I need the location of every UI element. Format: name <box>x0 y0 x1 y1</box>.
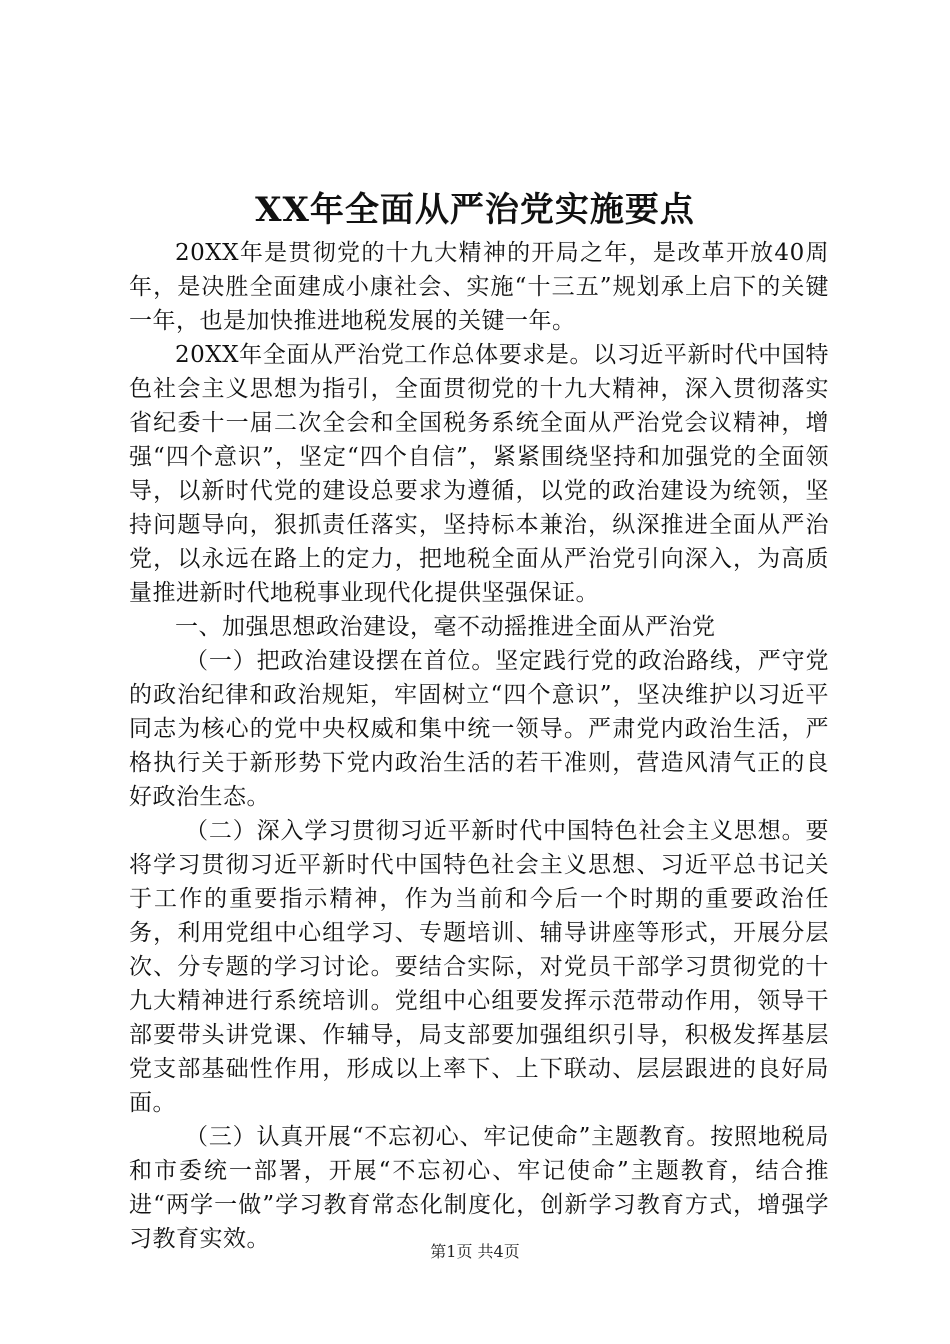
page-number-footer: 第1页 共4页 <box>430 1242 520 1261</box>
document-title: XX年全面从严治党实施要点 <box>255 190 695 230</box>
paragraph-item-2: （二）深入学习贯彻习近平新时代中国特色社会主义思想。要将学习贯彻习近平新时代中国特色社会主义思想、习近平总书记关于工作的重要指示精神，作为当前和今后一个时期的重要政治任务，利用党组中心组学习、专题培训、辅导讲座等形式，开展分层次、分专题的学习讨论。要结合实际，对党员干部学习贯彻党的十九大精神进行系统培训。党组中心组要发挥示范带动作用，领导干部要带头讲党课、作辅导，局支部要加强组织引导，积极发挥基层党支部基础性作用，形成以上率下、上下联动、层层跟进的良好局面。 <box>129 818 829 1116</box>
paragraph-intro: 20XX年是贯彻党的十九大精神的开局之年，是改革开放40周年，是决胜全面建成小康社会、实施“十三五”规划承上启下的关键一年，也是加快推进地税发展的关键一年。 <box>129 240 829 334</box>
section-heading-1: 一、加强思想政治建设，毫不动摇推进全面从严治党 <box>175 614 716 640</box>
paragraph-item-1: （一）把政治建设摆在首位。坚定践行党的政治路线，严守党的政治纪律和政治规矩，牢固树立“四个意识”，坚决维护以习近平同志为核心的党中央权威和集中统一领导。严肃党内政治生活，严格执行关于新形势下党内政治生活的若干准则，营造风清气正的良好政治生态。 <box>129 648 829 810</box>
paragraph-general-requirements: 20XX年全面从严治党工作总体要求是。以习近平新时代中国特色社会主义思想为指引，全面贯彻党的十九大精神，深入贯彻落实省纪委十一届二次全会和全国税务系统全面从严治党会议精神，增强“四个意识”，坚定“四个自信”，紧紧围绕坚持和加强党的全面领导，以新时代党的建设总要求为遵循，以党的政治建设为统领，坚持问题导向，狠抓责任落实，坚持标本兼治，纵深推进全面从严治党，以永远在路上的定力，把地税全面从严治党引向深入，为高质量推进新时代地税事业现代化提供坚强保证。 <box>129 342 829 606</box>
paragraph-item-3: （三）认真开展“不忘初心、牢记使命”主题教育。按照地税局和市委统一部署，开展“不忘初心、牢记使命”主题教育，结合推进“两学一做”学习教育常态化制度化，创新学习教育方式，增强学习教育实效。 <box>129 1124 829 1252</box>
document-body <box>129 236 829 1256</box>
